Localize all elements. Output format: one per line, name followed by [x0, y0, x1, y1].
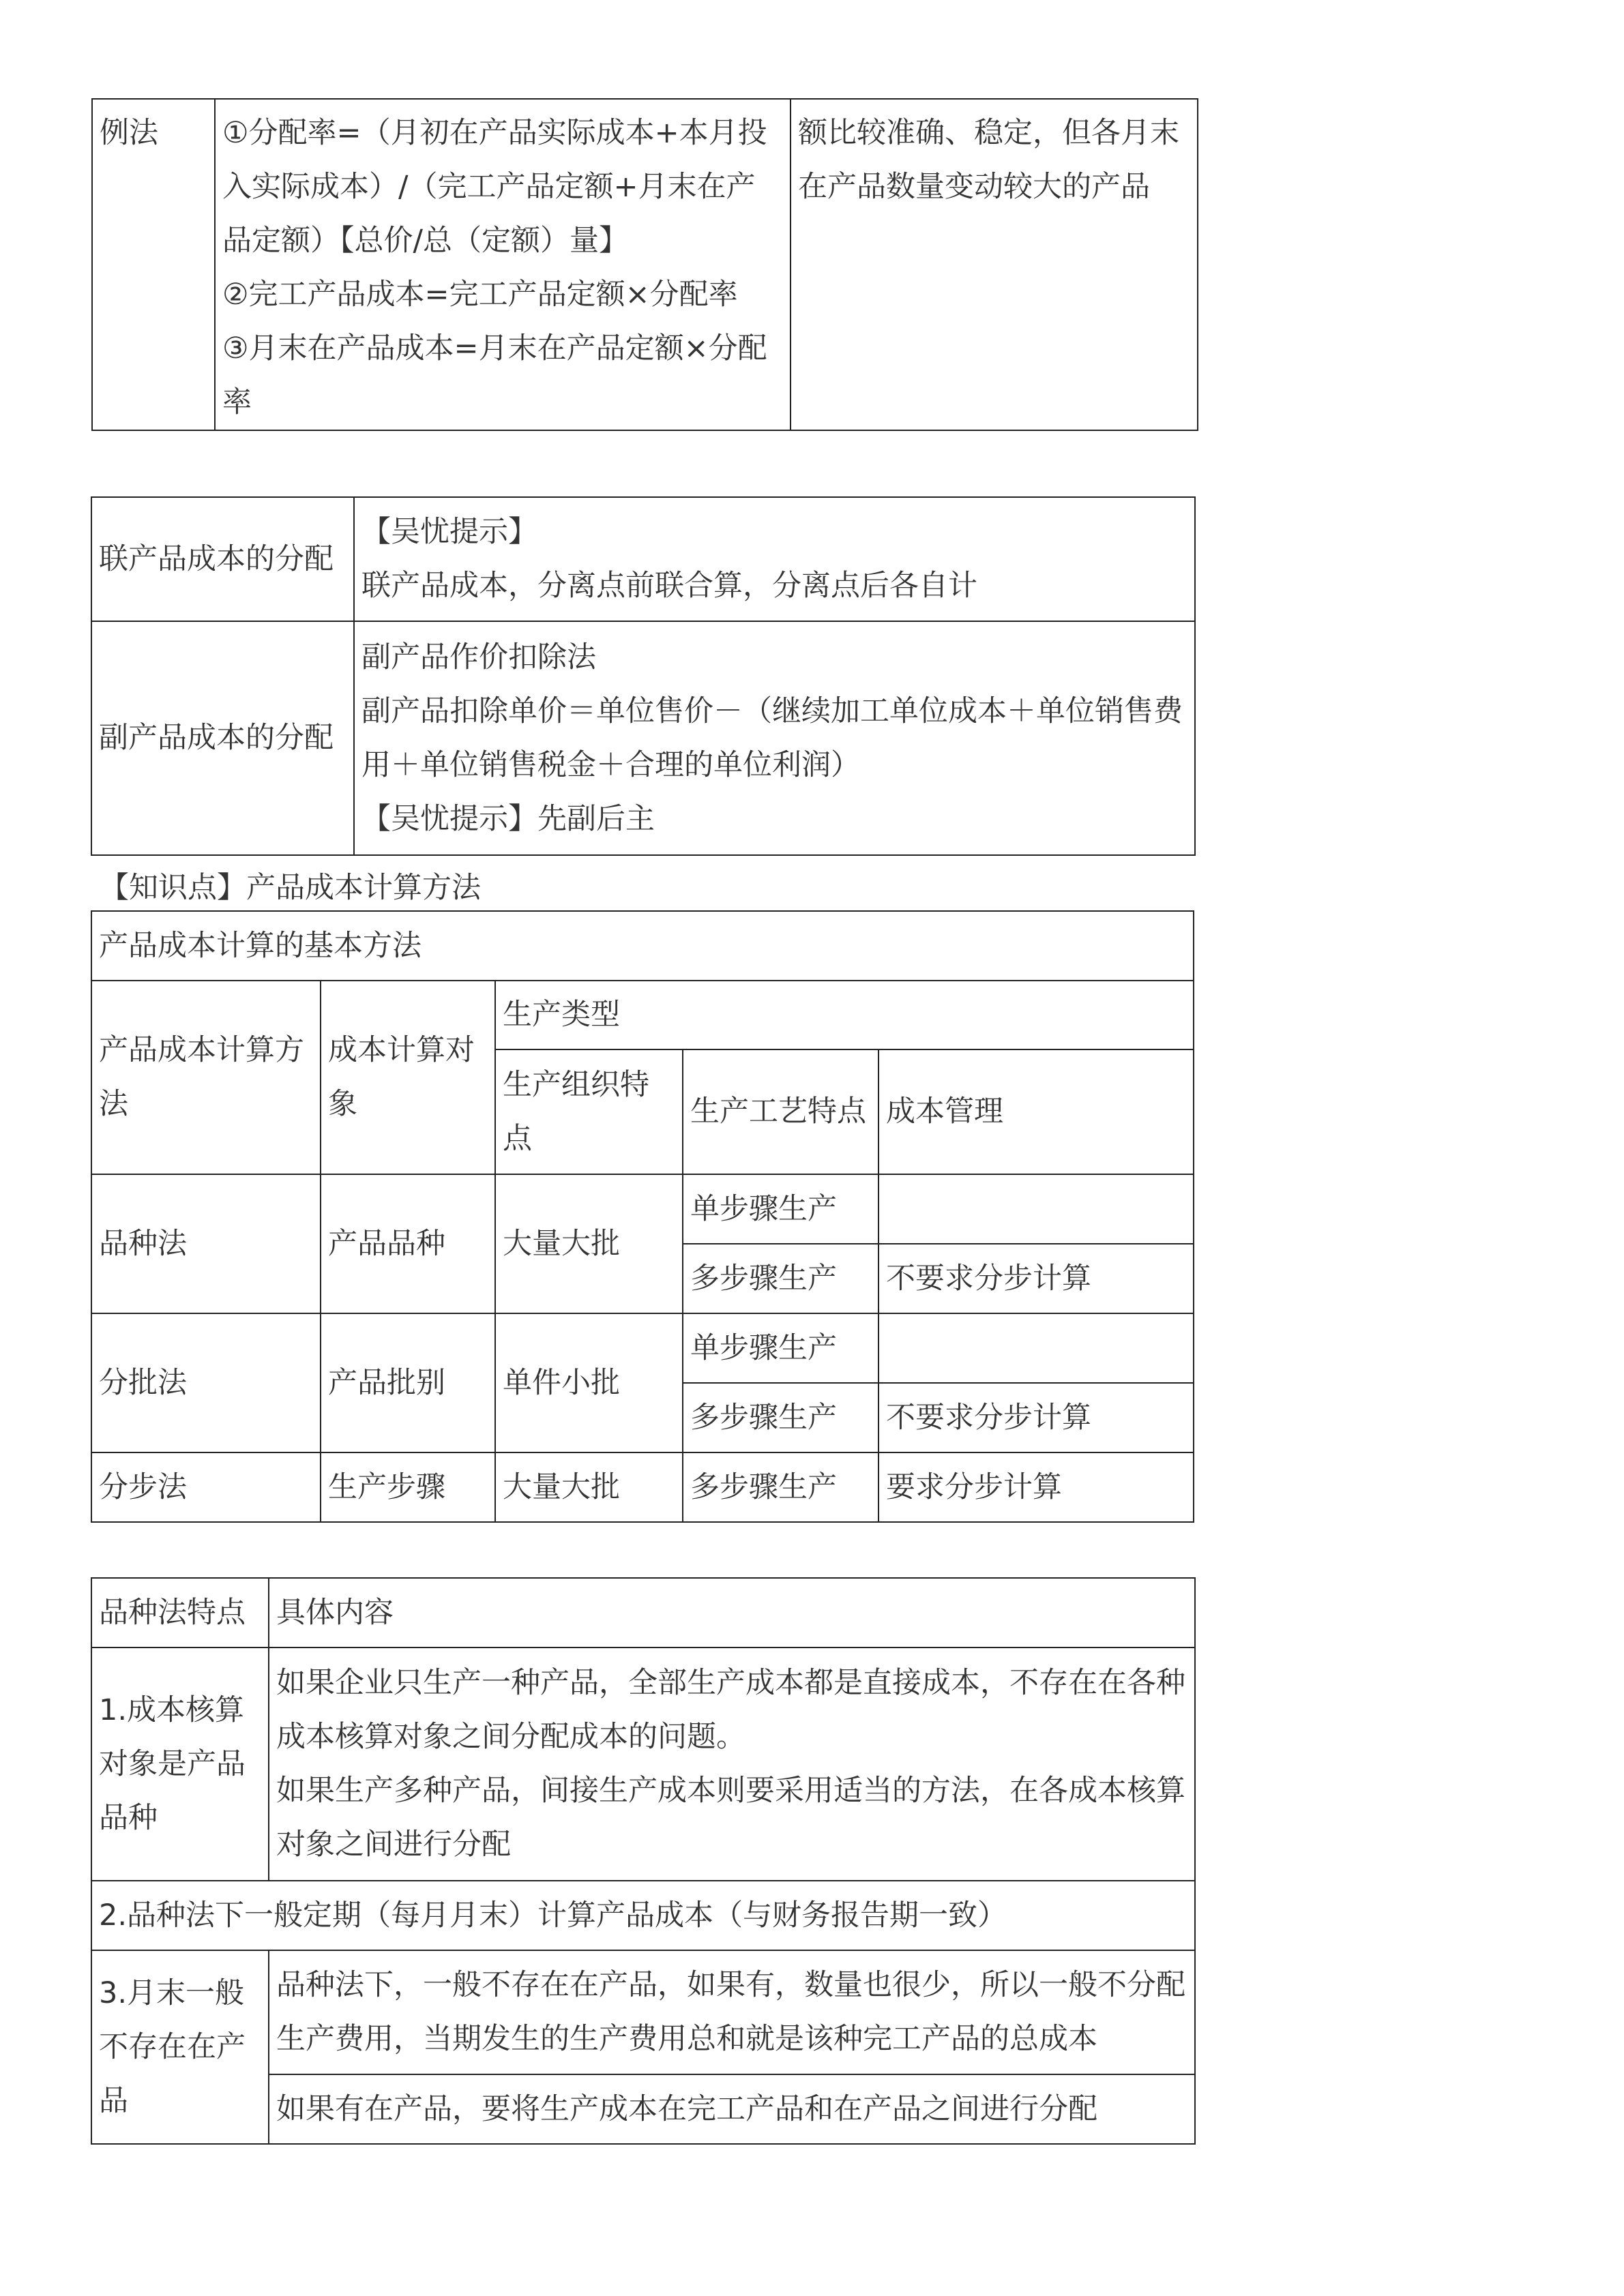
content-text: 如果有在产品，要将生产成本在完工产品和在产品之间进行分配: [276, 2091, 1097, 2126]
applicability-text: 额比较准确、稳定，但各月末在产品数量变动较大的产品: [798, 116, 1179, 204]
table-row: [91, 1174, 1194, 1244]
process-name: 单步骤生产: [690, 1330, 837, 1365]
row-content-cell: [354, 621, 1195, 855]
table-title-cell: [91, 911, 1194, 981]
formula-allocation-rate: ①分配率=（月初在产品实际成本+本月投入实际成本）/（完工产品定额+月末在产品定额）【总价/总（定额）量】: [222, 116, 767, 258]
content-cell: [269, 1648, 1195, 1881]
joint-product-label: 联产品成本的分配: [99, 541, 334, 576]
content-text: 品种法下，一般不存在在产品，如果有，数量也很少，所以一般不分配生产费用，当期发生的生产费用总和就是该种完工产品的总成本: [276, 1968, 1185, 2056]
header-production-type: [495, 981, 1194, 1049]
tip-text: 【吴忧提示】: [361, 515, 537, 549]
method-name: 品种法: [99, 1226, 187, 1261]
process-cell: [683, 1244, 879, 1313]
method-cell: [91, 1313, 321, 1452]
content-text: 如果企业只生产一种产品，全部生产成本都是直接成本，不存在在各种成本核算对象之间分配成本的问题。: [276, 1666, 1185, 1754]
management-text: 不要求分步计算: [886, 1400, 1091, 1435]
process-name: 多步骤生产: [690, 1470, 837, 1504]
header-method: [91, 981, 321, 1174]
process-cell: [683, 1383, 879, 1452]
object-cell: [321, 1452, 495, 1522]
method-cell: [91, 1174, 321, 1313]
management-text: 不要求分步计算: [886, 1261, 1091, 1296]
joint-product-rule: 联产品成本，分离点前联合算，分离点后各自计: [361, 569, 977, 603]
object-cell: [321, 1174, 495, 1313]
header-content: [269, 1578, 1195, 1648]
object-name: 产品品种: [328, 1226, 445, 1261]
variety-features-table: [91, 1577, 1196, 2145]
object-name: 生产步骤: [328, 1470, 445, 1504]
feature-text: 3.月末一般不存在在产品: [99, 1976, 246, 2118]
management-cell: [879, 1174, 1194, 1244]
header-organization: [495, 1049, 683, 1174]
header-object: [321, 981, 495, 1174]
feature-cell: [91, 1950, 269, 2144]
management-cell: [879, 1383, 1194, 1452]
formula-wip-cost: ③月末在产品成本=月末在产品定额×分配率: [222, 331, 767, 419]
tip-text: 【吴忧提示】先副后主: [361, 801, 655, 836]
method-name: 分步法: [99, 1470, 187, 1504]
header-feature-label: 品种法特点: [99, 1595, 246, 1630]
feature-cell: [91, 1648, 269, 1881]
process-cell: [683, 1174, 879, 1244]
table-row: [91, 497, 1195, 621]
header-method-label: 产品成本计算方法: [99, 1033, 304, 1121]
byproduct-formula: 副产品扣除单价＝单位售价－（继续加工单位成本＋单位销售费用＋单位销售税金＋合理的单位利润）: [361, 694, 1183, 782]
feature-text: 2.品种法下一般定期（每月月末）计算产品成本（与财务报告期一致）: [99, 1898, 1007, 1933]
management-cell: [879, 1452, 1194, 1522]
full-row-cell: [91, 1881, 1195, 1950]
header-process-label: 生产工艺特点: [690, 1094, 866, 1129]
table-row: [91, 621, 1195, 855]
header-process: [683, 1049, 879, 1174]
header-feature: [91, 1578, 269, 1648]
management-cell: [879, 1244, 1194, 1313]
table-row: [91, 1950, 1195, 2074]
organization-name: 大量大批: [503, 1226, 620, 1261]
method-name: 分批法: [99, 1365, 187, 1400]
byproduct-label: 副产品成本的分配: [99, 721, 334, 755]
object-name: 产品批别: [328, 1365, 445, 1400]
organization-name: 大量大批: [503, 1470, 620, 1504]
management-text: 要求分步计算: [886, 1470, 1062, 1504]
header-object-label: 成本计算对象: [328, 1033, 475, 1121]
header-management: [879, 1049, 1194, 1174]
header-content-label: 具体内容: [276, 1595, 394, 1630]
table-row: [91, 1881, 1195, 1950]
joint-byproduct-table: [91, 496, 1196, 856]
applicability-cell: [791, 99, 1198, 430]
process-name: 多步骤生产: [690, 1400, 837, 1435]
feature-text: 1.成本核算对象是产品品种: [99, 1693, 246, 1835]
content-cell: [269, 1950, 1195, 2074]
process-name: 多步骤生产: [690, 1261, 837, 1296]
byproduct-method: 副产品作价扣除法: [361, 640, 596, 674]
formula-finished-cost: ②完工产品成本=完工产品定额×分配率: [222, 278, 738, 312]
header-organization-label: 生产组织特点: [503, 1067, 649, 1156]
organization-name: 单件小批: [503, 1365, 620, 1400]
object-cell: [321, 1313, 495, 1452]
content-cell: [269, 2074, 1195, 2144]
process-cell: [683, 1313, 879, 1383]
cost-methods-table: [91, 910, 1194, 1523]
table-row: [91, 1313, 1194, 1383]
section-heading: 【知识点】产品成本计算方法: [100, 871, 481, 905]
quota-method-table: [91, 98, 1198, 431]
method-cell: [91, 1452, 321, 1522]
method-label: 例法: [100, 116, 158, 150]
organization-cell: [495, 1313, 683, 1452]
process-name: 单步骤生产: [690, 1191, 837, 1226]
row-label-cell: [91, 621, 354, 855]
organization-cell: [495, 1452, 683, 1522]
table-row: [91, 1452, 1194, 1522]
organization-cell: [495, 1174, 683, 1313]
row-content-cell: [354, 497, 1195, 621]
table-title: 产品成本计算的基本方法: [99, 928, 422, 963]
management-cell: [879, 1313, 1194, 1383]
formula-cell: [215, 99, 791, 430]
header-management-label: 成本管理: [886, 1094, 1003, 1129]
table-row: [91, 1648, 1195, 1881]
method-label-cell: [92, 99, 215, 430]
process-cell: [683, 1452, 879, 1522]
header-production-type-label: 生产类型: [503, 998, 620, 1032]
content-text: 如果生产多种产品，间接生产成本则要采用适当的方法，在各成本核算对象之间进行分配: [276, 1774, 1185, 1862]
row-label-cell: [91, 497, 354, 621]
